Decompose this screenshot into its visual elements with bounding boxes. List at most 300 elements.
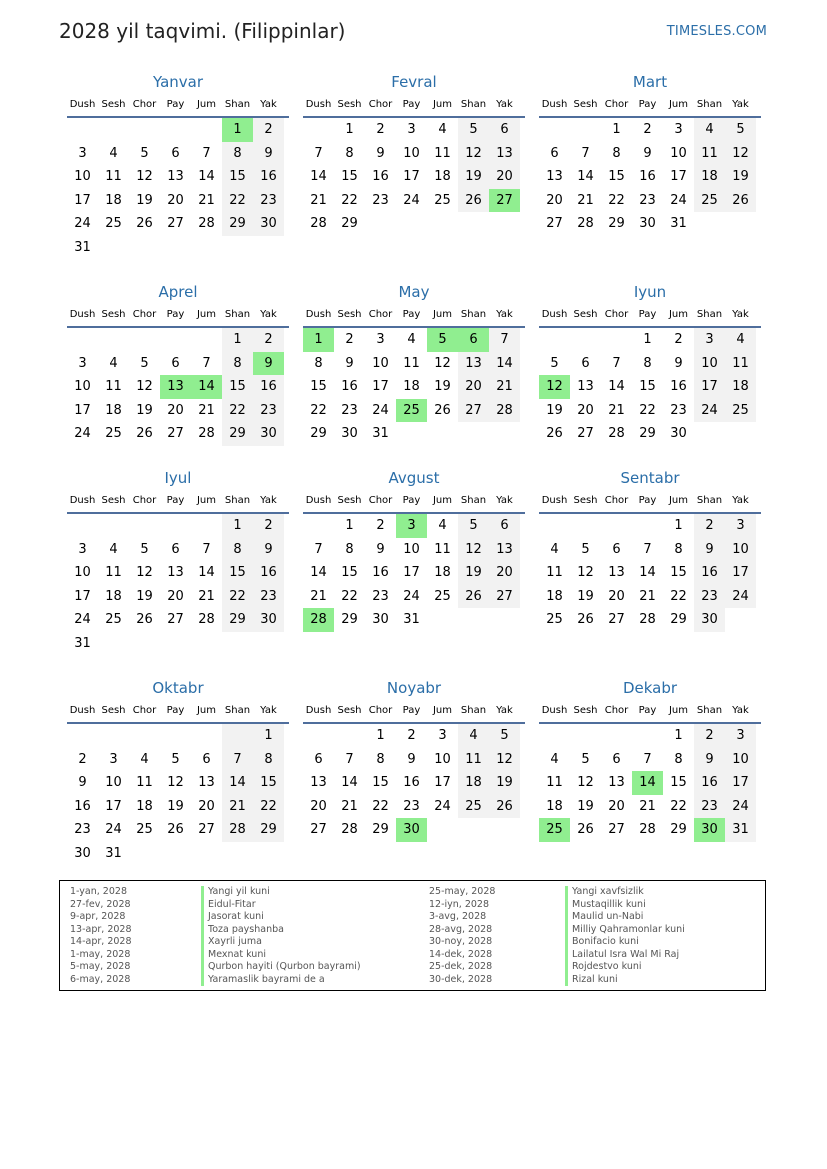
- day-cell: 7: [314, 145, 323, 161]
- day-cell: 13: [167, 565, 184, 580]
- day-cell: 9: [345, 355, 354, 371]
- day-cell: 4: [458, 724, 489, 748]
- day-cell: 19: [489, 771, 520, 795]
- day-cell: 7: [222, 748, 253, 772]
- day-cell: 1: [253, 724, 284, 748]
- day-cell: 24: [403, 192, 420, 208]
- day-cell: 23: [372, 588, 389, 604]
- day-cell: 28: [310, 216, 327, 231]
- day-cell: 3: [725, 724, 756, 748]
- empty-cell: [98, 724, 129, 748]
- day-cell: 12: [434, 355, 451, 371]
- day-cell: 24: [725, 795, 756, 819]
- day-cell: 6: [458, 328, 489, 352]
- day-cell: 13: [577, 379, 594, 394]
- legend-names-right: [565, 886, 685, 986]
- day-cell: 30: [253, 422, 284, 446]
- day-cell: 9: [694, 538, 725, 562]
- weekday-label: Shan: [460, 99, 487, 110]
- day-cell: 4: [140, 751, 149, 767]
- day-cell: 21: [489, 375, 520, 399]
- day-cell: 15: [310, 379, 327, 394]
- weekday-label: Pay: [638, 705, 657, 716]
- day-cell: 11: [105, 169, 122, 184]
- day-cell: 17: [670, 169, 687, 184]
- legend-date: 14-apr, 2028: [70, 936, 132, 947]
- day-cell: 3: [725, 514, 756, 538]
- day-cell: 3: [376, 332, 385, 347]
- day-cell: 11: [725, 352, 756, 376]
- day-cell: 26: [577, 612, 594, 627]
- weekday-label: Pay: [402, 705, 421, 716]
- day-cell: 4: [550, 751, 559, 767]
- day-cell: 8: [674, 751, 683, 767]
- empty-cell: [601, 514, 632, 538]
- day-cell: 4: [550, 541, 559, 557]
- day-cell: 9: [376, 541, 385, 557]
- day-cell: 15: [670, 565, 687, 580]
- weekday-label: Yak: [732, 495, 749, 506]
- day-cell: 4: [438, 122, 447, 137]
- legend-dates-left: [70, 886, 132, 986]
- empty-cell: [570, 514, 601, 538]
- day-cell: 19: [434, 379, 451, 394]
- legend-holiday-name: Maulid un-Nabi: [565, 911, 685, 924]
- day-cell: 8: [376, 751, 385, 767]
- day-cell: 3: [109, 751, 118, 767]
- day-cell: 26: [458, 585, 489, 609]
- empty-cell: [222, 724, 253, 748]
- day-cell: 9: [253, 142, 284, 166]
- empty-cell: [539, 328, 570, 352]
- weekday-label: Chor: [604, 705, 629, 716]
- day-cell: 3: [674, 122, 683, 137]
- day-cell: 16: [372, 169, 389, 184]
- weekday-label: Jum: [196, 99, 217, 110]
- weekday-label: Chor: [132, 495, 157, 506]
- day-cell: 19: [458, 561, 489, 585]
- weekday-label: Shan: [696, 99, 723, 110]
- day-cell: 18: [136, 798, 153, 814]
- day-cell: 3: [438, 728, 447, 743]
- day-cell: 15: [670, 775, 687, 790]
- day-cell: 23: [253, 189, 284, 213]
- day-cell: 8: [674, 541, 683, 557]
- day-cell: 7: [489, 328, 520, 352]
- weekday-label: Chor: [368, 99, 393, 110]
- day-cell: 3: [78, 145, 87, 161]
- day-cell: 12: [577, 565, 594, 580]
- day-cell: 20: [310, 798, 327, 814]
- day-cell: 2: [253, 328, 284, 352]
- day-cell: 28: [639, 612, 656, 627]
- day-cell: 5: [581, 541, 590, 557]
- day-cell: 27: [167, 612, 184, 627]
- weekday-label: Chor: [604, 495, 629, 506]
- legend-holiday-name: Yaramaslik bayrami de a: [201, 974, 361, 987]
- day-cell: 5: [427, 328, 458, 352]
- weekday-label: Chor: [368, 309, 393, 320]
- day-cell: 5: [140, 355, 149, 371]
- day-cell: 10: [725, 538, 756, 562]
- weekday-label: Yak: [260, 309, 277, 320]
- day-cell: 2: [253, 118, 284, 142]
- day-cell: 15: [222, 165, 253, 189]
- month-title: Sentabr: [620, 469, 680, 487]
- weekday-header: [67, 490, 289, 514]
- weekday-header: [303, 94, 525, 118]
- legend-holiday-name: Jasorat kuni: [201, 911, 361, 924]
- day-cell: 30: [694, 608, 725, 632]
- day-cell: 13: [546, 169, 563, 184]
- legend-date: 25-may, 2028: [429, 886, 496, 897]
- day-cell: 7: [643, 541, 652, 557]
- day-cell: 16: [403, 775, 420, 790]
- day-cell: 15: [253, 771, 284, 795]
- day-grid: [67, 118, 289, 259]
- day-cell: 12: [458, 538, 489, 562]
- day-cell: 29: [222, 422, 253, 446]
- month-aprel: [67, 280, 289, 446]
- day-cell: 14: [489, 352, 520, 376]
- weekday-label: Dush: [305, 309, 332, 320]
- day-cell: 14: [632, 771, 663, 795]
- weekday-label: Pay: [166, 309, 185, 320]
- day-cell: 27: [458, 399, 489, 423]
- day-cell: 26: [458, 189, 489, 213]
- day-cell: 17: [372, 379, 389, 394]
- legend-holiday-name: Yangi yil kuni: [201, 886, 361, 899]
- day-cell: 28: [639, 822, 656, 837]
- day-cell: 14: [577, 169, 594, 184]
- day-cell: 27: [608, 822, 625, 837]
- weekday-label: Jum: [668, 495, 689, 506]
- day-cell: 31: [74, 239, 91, 255]
- weekday-header: [539, 304, 761, 328]
- day-cell: 20: [198, 798, 215, 814]
- weekday-label: Sesh: [101, 495, 126, 506]
- day-cell: 5: [171, 751, 180, 767]
- weekday-label: Chor: [132, 309, 157, 320]
- legend-date: 30-dek, 2028: [429, 973, 493, 985]
- day-cell: 7: [314, 541, 323, 557]
- empty-cell: [191, 514, 222, 538]
- day-cell: 22: [253, 795, 284, 819]
- empty-cell: [632, 724, 663, 748]
- day-cell: 12: [489, 748, 520, 772]
- legend-date: 27-fev, 2028: [70, 898, 131, 910]
- day-cell: 1: [345, 122, 354, 137]
- weekday-label: Chor: [368, 705, 393, 716]
- day-cell: 17: [434, 775, 451, 790]
- empty-cell: [632, 514, 663, 538]
- day-cell: 15: [222, 561, 253, 585]
- month-title: Iyul: [164, 469, 192, 487]
- day-cell: 13: [608, 565, 625, 580]
- day-cell: 28: [341, 822, 358, 837]
- legend-holiday-name: Toza payshanba: [201, 924, 361, 937]
- day-cell: 1: [222, 328, 253, 352]
- day-cell: 9: [407, 751, 416, 767]
- day-cell: 12: [725, 142, 756, 166]
- day-cell: 19: [577, 798, 594, 814]
- month-title: Mart: [632, 73, 668, 91]
- weekday-label: Yak: [260, 705, 277, 716]
- weekday-label: Chor: [604, 309, 629, 320]
- day-cell: 19: [725, 165, 756, 189]
- empty-cell: [160, 328, 191, 352]
- site-link[interactable]: TIMESLES.COM: [666, 24, 767, 39]
- empty-cell: [539, 514, 570, 538]
- day-cell: 16: [694, 771, 725, 795]
- day-cell: 17: [74, 588, 91, 604]
- weekday-header: [67, 700, 289, 724]
- day-cell: 10: [403, 145, 420, 161]
- day-cell: 21: [639, 588, 656, 604]
- weekday-header: [539, 700, 761, 724]
- day-cell: 29: [253, 818, 284, 842]
- legend-holiday-name: Mexnat kuni: [201, 949, 361, 962]
- day-cell: 17: [74, 192, 91, 208]
- day-cell: 18: [458, 771, 489, 795]
- day-cell: 29: [670, 612, 687, 627]
- day-cell: 15: [639, 379, 656, 394]
- legend-date: 3-avg, 2028: [429, 911, 487, 922]
- day-cell: 22: [670, 798, 687, 814]
- empty-cell: [160, 514, 191, 538]
- month-title: Iyun: [633, 283, 667, 301]
- weekday-label: Dush: [69, 99, 96, 110]
- legend-holiday-name: Xayrli juma: [201, 936, 361, 949]
- empty-cell: [601, 328, 632, 352]
- empty-cell: [539, 118, 570, 142]
- day-cell: 28: [198, 612, 215, 627]
- day-cell: 16: [372, 565, 389, 580]
- weekday-label: Yak: [260, 495, 277, 506]
- empty-cell: [98, 328, 129, 352]
- day-cell: 28: [489, 399, 520, 423]
- legend-date: 9-apr, 2028: [70, 911, 126, 922]
- day-cell: 3: [407, 122, 416, 137]
- day-cell: 13: [489, 142, 520, 166]
- legend-holiday-name: Rojdestvo kuni: [565, 961, 685, 974]
- empty-cell: [129, 724, 160, 748]
- day-cell: 19: [136, 402, 153, 418]
- day-cell: 14: [310, 169, 327, 184]
- legend-date: 5-may, 2028: [70, 961, 131, 972]
- day-cell: 9: [376, 145, 385, 161]
- day-cell: 3: [78, 355, 87, 371]
- day-cell: 18: [105, 588, 122, 604]
- weekday-label: Dush: [541, 309, 568, 320]
- day-cell: 15: [372, 775, 389, 790]
- weekday-label: Pay: [638, 99, 657, 110]
- month-dekabr: [539, 676, 761, 842]
- day-cell: 24: [670, 192, 687, 208]
- day-cell: 11: [434, 541, 451, 557]
- day-grid: [303, 328, 525, 446]
- day-cell: 6: [612, 541, 621, 557]
- day-cell: 23: [694, 795, 725, 819]
- day-cell: 24: [403, 588, 420, 604]
- day-cell: 1: [303, 328, 334, 352]
- day-cell: 16: [253, 165, 284, 189]
- day-cell: 22: [341, 588, 358, 604]
- day-cell: 21: [198, 402, 215, 418]
- month-title: Noyabr: [386, 679, 442, 697]
- legend-dates-right: [429, 886, 495, 986]
- day-cell: 27: [310, 822, 327, 837]
- weekday-label: Pay: [166, 705, 185, 716]
- day-cell: 6: [171, 355, 180, 371]
- month-title: Dekabr: [622, 679, 678, 697]
- day-cell: 31: [725, 818, 756, 842]
- day-cell: 18: [105, 402, 122, 418]
- day-cell: 20: [489, 561, 520, 585]
- weekday-label: Sesh: [101, 99, 126, 110]
- day-cell: 18: [694, 165, 725, 189]
- weekday-label: Sesh: [573, 309, 598, 320]
- legend-date: 6-may, 2028: [70, 973, 131, 985]
- empty-cell: [303, 514, 334, 538]
- day-cell: 18: [546, 798, 563, 814]
- month-fevral: [303, 70, 525, 236]
- empty-cell: [570, 118, 601, 142]
- day-grid: [67, 724, 289, 865]
- day-cell: 9: [253, 538, 284, 562]
- day-cell: 6: [612, 751, 621, 767]
- day-cell: 19: [136, 192, 153, 208]
- empty-cell: [191, 118, 222, 142]
- day-cell: 4: [109, 145, 118, 161]
- day-cell: 14: [639, 565, 656, 580]
- day-cell: 2: [643, 122, 652, 137]
- day-cell: 1: [643, 332, 652, 347]
- day-cell: 12: [136, 379, 153, 394]
- weekday-label: Chor: [368, 495, 393, 506]
- weekday-label: Shan: [224, 99, 251, 110]
- legend-holiday-name: Eidul-Fitar: [201, 899, 361, 912]
- day-cell: 26: [434, 402, 451, 418]
- day-cell: 29: [372, 822, 389, 837]
- day-cell: 19: [136, 588, 153, 604]
- day-cell: 28: [303, 608, 334, 632]
- legend-holiday-name: Mustaqillik kuni: [565, 899, 685, 912]
- day-grid: [539, 118, 761, 236]
- day-cell: 17: [105, 798, 122, 814]
- day-cell: 25: [546, 612, 563, 627]
- day-cell: 6: [489, 118, 520, 142]
- legend-date: 13-apr, 2028: [70, 923, 132, 935]
- weekday-label: Chor: [132, 705, 157, 716]
- legend-date: 1-may, 2028: [70, 948, 131, 960]
- day-cell: 13: [198, 775, 215, 790]
- day-cell: 7: [643, 751, 652, 767]
- day-cell: 11: [458, 748, 489, 772]
- day-cell: 21: [608, 402, 625, 418]
- day-cell: 11: [136, 775, 153, 790]
- day-cell: 20: [608, 798, 625, 814]
- empty-cell: [160, 724, 191, 748]
- weekday-label: Shan: [460, 309, 487, 320]
- day-cell: 10: [434, 751, 451, 767]
- day-cell: 25: [434, 588, 451, 604]
- day-cell: 21: [341, 798, 358, 814]
- day-cell: 19: [167, 798, 184, 814]
- day-cell: 13: [167, 169, 184, 184]
- legend-holiday-name: Qurbon hayiti (Qurbon bayrami): [201, 961, 361, 974]
- day-cell: 22: [222, 585, 253, 609]
- day-cell: 27: [167, 216, 184, 231]
- weekday-label: Yak: [496, 309, 513, 320]
- day-cell: 15: [341, 169, 358, 184]
- day-cell: 16: [670, 379, 687, 394]
- day-cell: 2: [345, 332, 354, 347]
- weekday-label: Pay: [402, 309, 421, 320]
- day-cell: 23: [341, 402, 358, 418]
- day-cell: 30: [639, 216, 656, 231]
- weekday-header: [67, 304, 289, 328]
- weekday-label: Pay: [402, 99, 421, 110]
- day-cell: 25: [539, 818, 570, 842]
- day-cell: 18: [434, 169, 451, 184]
- empty-cell: [334, 724, 365, 748]
- weekday-label: Yak: [496, 99, 513, 110]
- page-title: 2028 yil taqvimi. (Filippinlar): [59, 19, 346, 43]
- month-avgust: [303, 466, 525, 632]
- weekday-label: Jum: [432, 99, 453, 110]
- legend-date: 12-iyn, 2028: [429, 898, 490, 910]
- weekday-label: Shan: [460, 495, 487, 506]
- day-cell: 30: [396, 818, 427, 842]
- day-cell: 30: [372, 612, 389, 627]
- day-cell: 7: [202, 145, 211, 161]
- legend-holiday-name: Lailatul Isra Wal Mi Raj: [565, 949, 685, 962]
- empty-cell: [129, 328, 160, 352]
- day-cell: 22: [222, 399, 253, 423]
- day-cell: 10: [74, 169, 91, 184]
- day-cell: 4: [438, 518, 447, 533]
- day-cell: 2: [376, 518, 385, 533]
- empty-cell: [160, 118, 191, 142]
- day-cell: 1: [345, 518, 354, 533]
- day-cell: 22: [310, 402, 327, 418]
- day-cell: 18: [725, 375, 756, 399]
- day-grid: [67, 514, 289, 655]
- day-cell: 18: [434, 565, 451, 580]
- day-cell: 10: [694, 352, 725, 376]
- day-grid: [67, 328, 289, 446]
- day-cell: 30: [253, 212, 284, 236]
- day-cell: 27: [608, 612, 625, 627]
- weekday-label: Chor: [132, 99, 157, 110]
- day-cell: 11: [105, 565, 122, 580]
- weekday-label: Dush: [305, 705, 332, 716]
- weekday-label: Yak: [496, 495, 513, 506]
- day-cell: 16: [639, 169, 656, 184]
- day-cell: 16: [74, 798, 91, 814]
- day-cell: 24: [74, 216, 91, 231]
- day-cell: 10: [670, 145, 687, 161]
- empty-cell: [67, 118, 98, 142]
- weekday-label: Dush: [541, 99, 568, 110]
- weekday-label: Jum: [432, 309, 453, 320]
- day-cell: 22: [372, 798, 389, 814]
- day-cell: 28: [222, 818, 253, 842]
- day-cell: 13: [458, 352, 489, 376]
- day-cell: 19: [577, 588, 594, 604]
- empty-cell: [191, 724, 222, 748]
